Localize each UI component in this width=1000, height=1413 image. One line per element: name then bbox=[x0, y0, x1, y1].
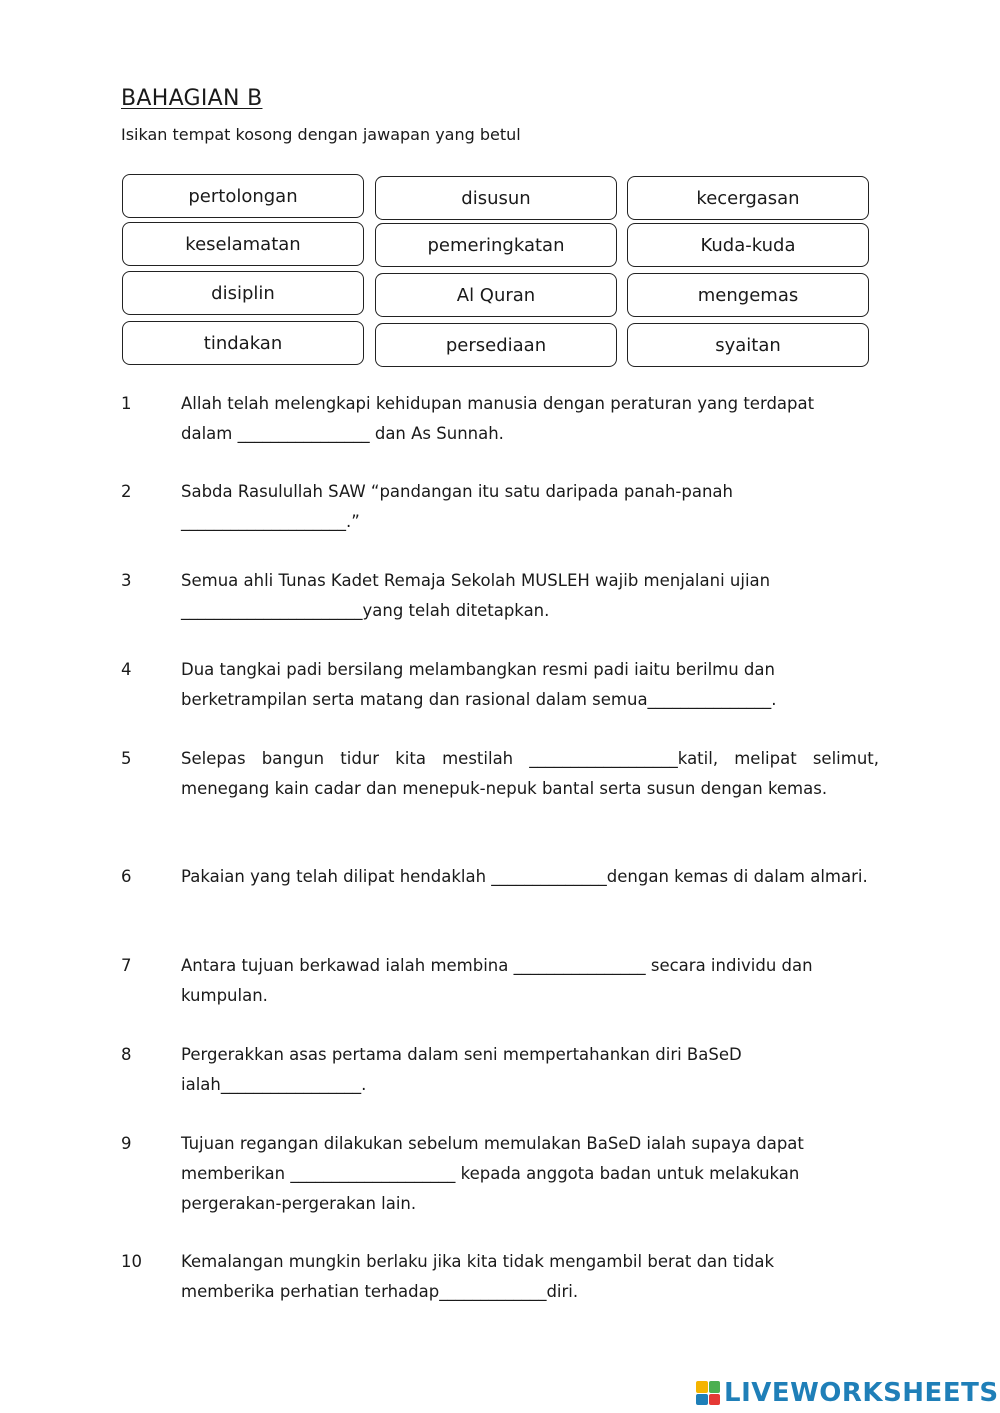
word-bank-item[interactable]: pemeringkatan bbox=[375, 223, 617, 267]
liveworksheets-logo-icon bbox=[696, 1381, 720, 1405]
word-bank bbox=[122, 174, 870, 370]
question-text: Pergerakkan asas pertama dalam seni mempertahankan diri BaSeD ialah_________________. bbox=[181, 1045, 742, 1094]
question-text: Pakaian yang telah dilipat hendaklah ______________dengan kemas di dalam almari. bbox=[181, 867, 868, 886]
logo-text: LIVEWORKSHEETS bbox=[724, 1378, 999, 1408]
liveworksheets-logo[interactable] bbox=[696, 1378, 999, 1408]
question-number: 5 bbox=[121, 749, 132, 768]
question-text: Sabda Rasulullah SAW “pandangan itu satu daripada panah-panah ____________________.” bbox=[181, 482, 734, 531]
word-bank-item[interactable]: persediaan bbox=[375, 323, 617, 367]
question-text: Kemalangan mungkin berlaku jika kita tidak mengambil berat dan tidak memberika perhatian terhadap_____________diri. bbox=[181, 1252, 775, 1301]
question-text: Tujuan regangan dilakukan sebelum memulakan BaSeD ialah supaya dapat memberikan ____________________ kepada anggota badan untuk melakukan pergerakan-pergerakan lain. bbox=[181, 1134, 804, 1213]
word-bank-item[interactable]: syaitan bbox=[627, 323, 869, 367]
word-bank-item[interactable]: mengemas bbox=[627, 273, 869, 317]
word-bank-item[interactable]: keselamatan bbox=[122, 222, 364, 266]
word-bank-item[interactable]: tindakan bbox=[122, 321, 364, 365]
word-bank-item[interactable]: Kuda-kuda bbox=[627, 223, 869, 267]
word-bank-item[interactable]: disiplin bbox=[122, 271, 364, 315]
question-number: 6 bbox=[121, 867, 132, 886]
question-number: 2 bbox=[121, 482, 132, 501]
question-text: Dua tangkai padi bersilang melambangkan resmi padi iaitu berilmu dan berketrampilan serta matang dan rasional dalam semua_______________. bbox=[181, 660, 777, 709]
question-number: 10 bbox=[121, 1252, 142, 1271]
instruction-text: Isikan tempat kosong dengan jawapan yang betul bbox=[121, 125, 521, 144]
word-bank-item[interactable]: pertolongan bbox=[122, 174, 364, 218]
question-number: 1 bbox=[121, 394, 132, 413]
word-bank-item[interactable]: disusun bbox=[375, 176, 617, 220]
question-number: 7 bbox=[121, 956, 132, 975]
question-text: Allah telah melengkapi kehidupan manusia dengan peraturan yang terdapat dalam ________________ dan As Sunnah. bbox=[181, 394, 815, 443]
question-number: 9 bbox=[121, 1134, 132, 1153]
question-number: 8 bbox=[121, 1045, 132, 1064]
page-title: BAHAGIAN B bbox=[121, 86, 263, 111]
word-bank-item[interactable]: Al Quran bbox=[375, 273, 617, 317]
question-text: Selepas bangun tidur kita mestilah __________________katil, melipat selimut, menegang kain cadar dan menepuk-nepuk bantal serta susun dengan kemas. bbox=[181, 749, 879, 798]
question-number: 4 bbox=[121, 660, 132, 679]
word-bank-item[interactable]: kecergasan bbox=[627, 176, 869, 220]
question-text: Semua ahli Tunas Kadet Remaja Sekolah MUSLEH wajib menjalani ujian ______________________yang telah ditetapkan. bbox=[181, 571, 771, 620]
question-number: 3 bbox=[121, 571, 132, 590]
question-text: Antara tujuan berkawad ialah membina ________________ secara individu dan kumpulan. bbox=[181, 956, 813, 1005]
